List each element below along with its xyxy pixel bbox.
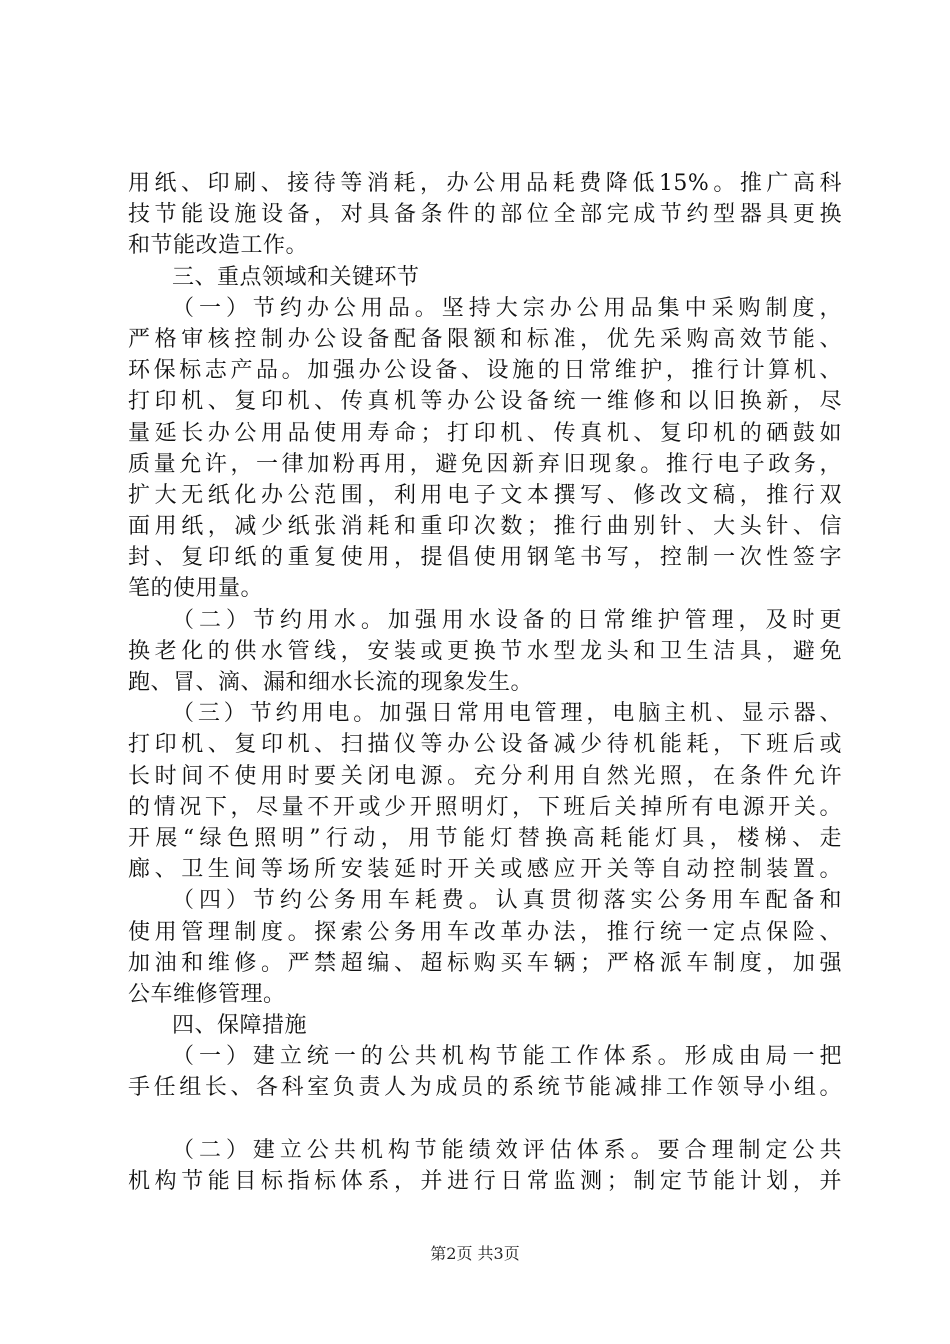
- text-line: （二）节约用水。加强用水设备的日常维护管理，及时更: [172, 607, 842, 633]
- text-line: 面用纸，减少纸张消耗和重印次数；推行曲别针、大头针、信: [128, 514, 842, 540]
- text-line: 封、复印纸的重复使用，提倡使用钢笔书写，控制一次性签字: [128, 545, 842, 571]
- text-line: （三）节约用电。加强日常用电管理，电脑主机、显示器、: [172, 701, 842, 727]
- text-line: 打印机、复印机、传真机等办公设备统一维修和以旧换新，尽: [128, 389, 842, 415]
- text-line: （一）节约办公用品。坚持大宗办公用品集中采购制度，: [172, 295, 842, 321]
- text-line: 严格审核控制办公设备配备限额和标准，优先采购高效节能、: [128, 326, 842, 352]
- text-line: 长时间不使用时要关闭电源。充分利用自然光照，在条件允许: [128, 763, 842, 789]
- text-line: 加油和维修。严禁超编、超标购买车辆；严格派车制度，加强: [128, 950, 842, 976]
- text-line: 打印机、复印机、扫描仪等办公设备减少待机能耗，下班后或: [128, 732, 842, 758]
- page-footer: 第2页 共3页: [430, 1244, 520, 1263]
- text-line: 量延长办公用品使用寿命；打印机、传真机、复印机的硒鼓如: [128, 420, 842, 446]
- text-line: 质量允许，一律加粉再用，避免因新弃旧现象。推行电子政务，: [128, 451, 842, 477]
- text-line: 的情况下，尽量不开或少开照明灯，下班后关掉所有电源开关。: [128, 794, 842, 820]
- text-line: （一）建立统一的公共机构节能工作体系。形成由局一把: [172, 1044, 842, 1070]
- text-line: （四）节约公务用车耗费。认真贯彻落实公务用车配备和: [172, 888, 842, 914]
- text-line: 笔的使用量。: [128, 576, 264, 602]
- text-line: 公车维修管理。: [128, 981, 286, 1007]
- text-line: 使用管理制度。探索公务用车改革办法，推行统一定点保险、: [128, 919, 842, 945]
- text-line: 手任组长、各科室负责人为成员的系统节能减排工作领导小组。: [128, 1075, 842, 1101]
- text-line: 机构节能目标指标体系，并进行日常监测；制定节能计划，并: [128, 1169, 842, 1194]
- blank-line: [128, 1104, 842, 1135]
- text-line: 开展“绿色照明”行动，用节能灯替换高耗能灯具，楼梯、走: [128, 825, 842, 851]
- text-line: 廊、卫生间等场所安装延时开关或感应开关等自动控制装置。: [128, 857, 842, 883]
- document-body: [128, 168, 842, 1197]
- text-line: 跑、冒、滴、漏和细水长流的现象发生。: [128, 670, 534, 695]
- section-heading: 四、保障措施: [172, 1013, 308, 1039]
- text-line: 用纸、印刷、接待等消耗，办公用品耗费降低15%。推广高科: [128, 171, 842, 196]
- text-line: 环保标志产品。加强办公设备、设施的日常维护，推行计算机、: [128, 358, 842, 384]
- text-line: 技节能设施设备，对具备条件的部位全部完成节约型器具更换: [128, 202, 842, 228]
- text-line: 扩大无纸化办公范围，利用电子文本撰写、修改文稿，推行双: [128, 482, 842, 508]
- text-line: （二）建立公共机构节能绩效评估体系。要合理制定公共: [172, 1137, 842, 1163]
- section-heading: 三、重点领域和关键环节: [172, 264, 420, 290]
- text-line: 和节能改造工作。: [128, 233, 309, 259]
- text-line: 换老化的供水管线，安装或更换节水型龙头和卫生洁具，避免: [128, 638, 842, 664]
